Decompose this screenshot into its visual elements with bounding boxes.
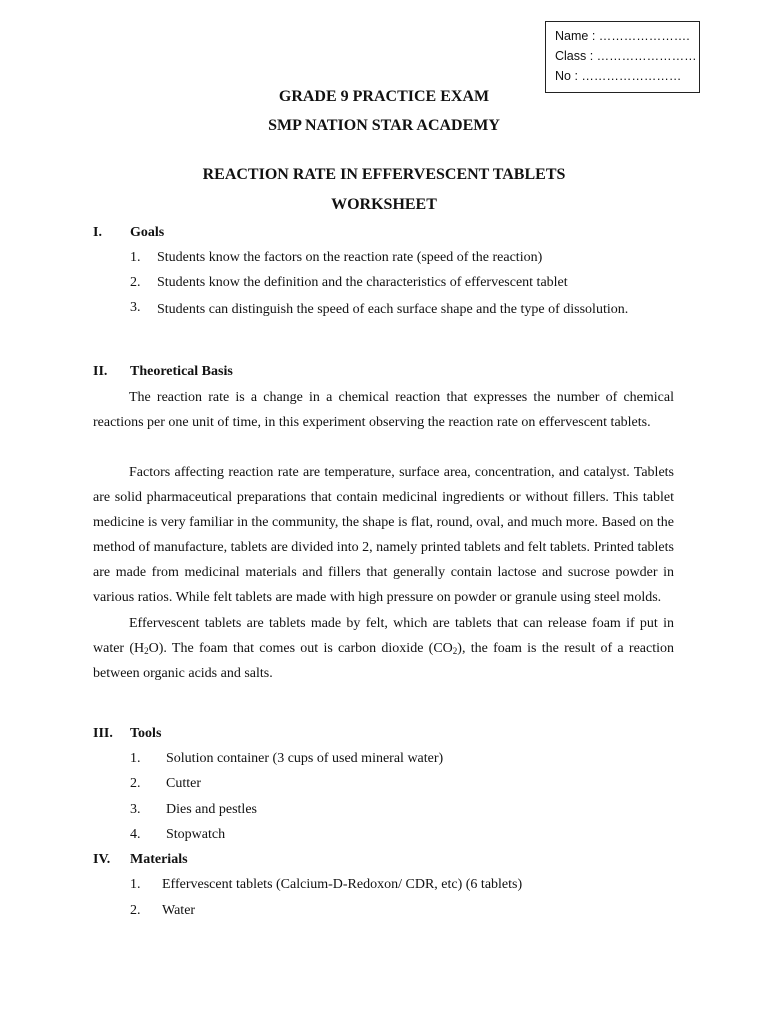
exam-title: GRADE 9 PRACTICE EXAM [278, 88, 490, 105]
section-label: Materials [130, 852, 188, 867]
section-number: I. [93, 225, 102, 240]
section-number: III. [93, 726, 113, 741]
paragraph-reaction-rate: The reaction rate is a change in a chemical reaction that expresses the number of chemical reactions per one unit of time, in this experiment observing the reaction rate on effervescent tablets. [93, 390, 674, 430]
section-number: IV. [93, 852, 111, 867]
section-label: Tools [130, 726, 162, 741]
number-field[interactable]: No : …………………… [555, 69, 682, 83]
paragraph-tablets: Factors affecting reaction rate are temperature, surface area, concentration, and catalyst. Tablets are solid pharmaceutical preparations that contain medicinal ingredients or without fillers. This tablet medicine is very familiar in the community, the shape is flat, round, oval, and much more. Based on the method of manufacture, tablets are divided into 2, namely printed tablets and felt tablets. Printed tablets are made from medicinal materials and fillers that generally contain lactose and sucrose powder in various ratios. While felt tablets are made with high pressure on powder or granule using steel molds. [93, 465, 674, 605]
worksheet-label: WORKSHEET [331, 196, 437, 213]
worksheet-topic: REACTION RATE IN EFFERVESCENT TABLETS [202, 166, 566, 183]
list-item: Students can distinguish the speed of each surface shape and the type of dissolution. [157, 302, 629, 317]
student-info-box [545, 21, 700, 93]
section-label: Goals [130, 225, 165, 240]
section-label: Theoretical Basis [130, 364, 233, 379]
name-field[interactable]: Name : …………………. [555, 29, 690, 43]
class-field[interactable]: Class : …………………… [555, 49, 697, 63]
section-number: II. [93, 364, 108, 379]
paragraph-effervescent: Effervescent tablets are tablets made by felt, which are tablets that can release foam if put in water $(H_2O)$. The foam that comes out is carbon dioxide $(CO_2)$, the foam is the result of a reaction between organic acids and salts. [93, 616, 674, 681]
school-name: SMP NATION STAR ACADEMY [268, 117, 500, 134]
